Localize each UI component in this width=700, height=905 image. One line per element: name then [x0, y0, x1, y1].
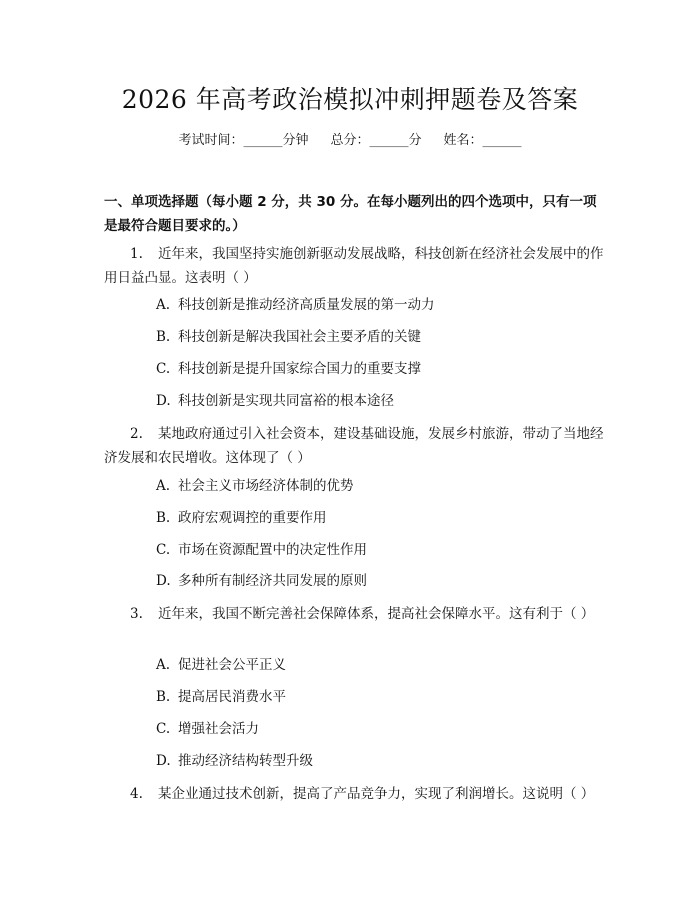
option-1c	[156, 360, 421, 378]
option-3c	[156, 720, 259, 738]
option-3a	[156, 656, 286, 674]
option-2d	[156, 572, 367, 590]
option-label: A.	[156, 657, 171, 673]
option-2a	[156, 477, 354, 495]
question-1	[104, 242, 604, 290]
option-1d	[156, 392, 394, 410]
option-label: C.	[156, 361, 171, 377]
question-2	[104, 422, 604, 470]
option-text: 科技创新是实现共同富裕的根本途径	[178, 393, 394, 409]
option-label: B.	[156, 689, 171, 705]
option-label: C.	[156, 542, 171, 558]
option-label: D.	[156, 753, 171, 769]
option-1b	[156, 328, 421, 346]
exam-time-field: 考试时间：______分钟	[178, 133, 309, 148]
option-label: C.	[156, 721, 171, 737]
option-text: 增强社会活力	[178, 721, 259, 737]
option-text: 科技创新是提升国家综合国力的重要支撑	[178, 361, 421, 377]
question-number: 3.	[130, 606, 143, 622]
option-label: B.	[156, 510, 171, 526]
option-text: 政府宏观调控的重要作用	[178, 510, 327, 526]
total-score-field: 总分：______分	[330, 133, 422, 148]
option-label: D.	[156, 393, 171, 409]
option-text: 提高居民消费水平	[178, 689, 286, 705]
option-text: 促进社会公平正义	[178, 657, 286, 673]
question-stem: 近年来，我国不断完善社会保障体系，提高社会保障水平。这有利于（ ）	[158, 606, 595, 622]
option-label: A.	[156, 478, 171, 494]
option-2c	[156, 541, 367, 559]
option-1a	[156, 296, 435, 314]
option-label: D.	[156, 573, 171, 589]
option-label: A.	[156, 297, 171, 313]
question-3	[104, 602, 604, 626]
question-number: 4.	[130, 786, 143, 802]
question-stem: 近年来，我国坚持实施创新驱动发展战略，科技创新在经济社会发展中的作用日益凸显。这表明（ ）	[104, 246, 604, 286]
option-3b	[156, 688, 286, 706]
option-text: 推动经济结构转型升级	[178, 753, 313, 769]
question-number: 2.	[130, 426, 143, 442]
option-3d	[156, 752, 313, 770]
option-text: 科技创新是推动经济高质量发展的第一动力	[178, 297, 435, 313]
option-label: B.	[156, 329, 171, 345]
page-title: 2026 年高考政治模拟冲刺押题卷及答案	[121, 85, 579, 114]
question-4	[104, 782, 604, 806]
name-field: 姓名：______	[443, 133, 522, 148]
option-2b	[156, 509, 327, 527]
exam-info-line	[0, 132, 700, 150]
option-text: 科技创新是解决我国社会主要矛盾的关键	[178, 329, 421, 345]
section-heading-single-choice: 一、单项选择题（每小题 2 分，共 30 分。在每小题列出的四个选项中，只有一项是最符合题目要求的。）	[104, 194, 597, 234]
question-number: 1.	[130, 246, 143, 262]
option-text: 多种所有制经济共同发展的原则	[178, 573, 367, 589]
option-text: 社会主义市场经济体制的优势	[178, 478, 354, 494]
option-text: 市场在资源配置中的决定性作用	[178, 542, 367, 558]
question-stem: 某企业通过技术创新，提高了产品竞争力，实现了利润增长。这说明（ ）	[158, 786, 595, 802]
question-stem: 某地政府通过引入社会资本，建设基础设施，发展乡村旅游，带动了当地经济发展和农民增收。这体现了（ ）	[104, 426, 604, 466]
